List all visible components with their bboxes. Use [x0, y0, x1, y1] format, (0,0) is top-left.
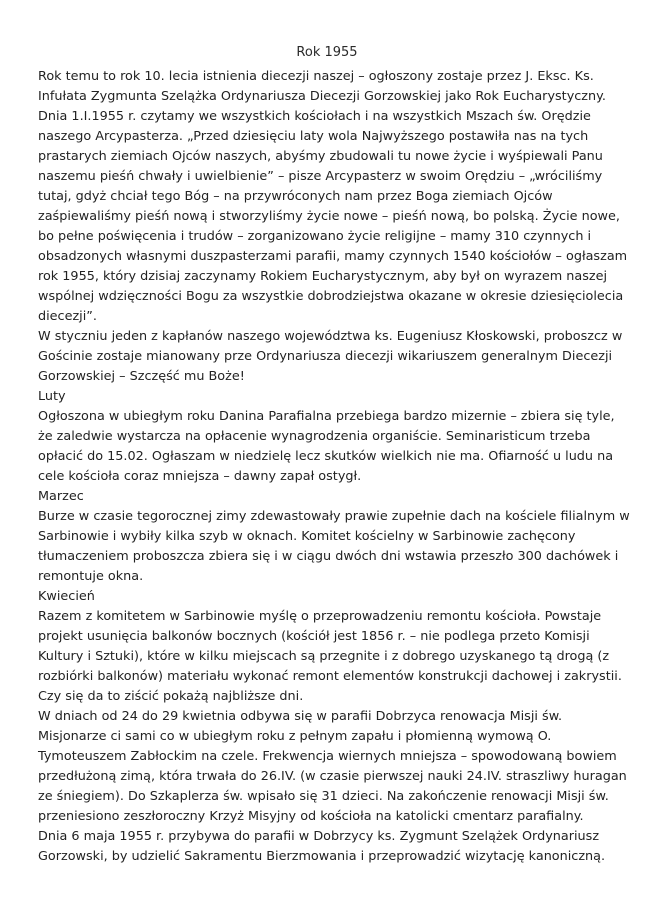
text-line: prastarych ziemiach Ojców naszych, abyśmy zbudowali tu nowe życie i wyśpiewali Panu: [38, 149, 603, 164]
text-line: opłacić do 15.02. Ogłaszam w niedzielę lecz skutków wielkich nie ma. Ofiarność u ludu na: [38, 449, 614, 464]
section-heading-luty: Luty: [38, 389, 66, 404]
text-line: Ogłoszona w ubiegłym roku Danina Parafialna przebiega bardzo mizernie – zbiera się tyle,: [38, 409, 615, 424]
text-line: tutaj, gdyż chciał tego Bóg – na przywróconych nam przez Boga ziemiach Ojców: [38, 189, 553, 204]
text-line: Rok temu to rok 10. lecia istnienia diecezji naszej – ogłoszony zostaje przez J. Eksc. Ks.: [38, 69, 594, 84]
text-line: Dnia 6 maja 1955 r. przybywa do parafii w Dobrzycy ks. Zygmunt Szelążek Ordynariusz: [38, 829, 600, 844]
text-line: projekt usunięcia balkonów bocznych (kościół jest 1856 r. – nie podlega przeto Komisji: [38, 629, 590, 644]
text-line: przedłużoną zimą, która trwała do 26.IV. (w czasie pierwszej nauki 24.IV. straszliwy huragan: [38, 769, 627, 784]
section-heading-marzec: Marzec: [38, 489, 84, 504]
text-line: rozbiórki balkonów) materiału wykonać remont elementów konstrukcji dachowej i zakrystii.: [38, 669, 622, 684]
text-line: Czy się da to ziścić pokażą najbliższe dni.: [38, 689, 304, 704]
text-line: bo pełne poświęcenia i trudów – zorganizowano życie religijne – mamy 310 czynnych i: [38, 229, 592, 244]
text-line: cele kościoła coraz mniejsza – dawny zapał ostygł.: [38, 469, 362, 484]
text-line: Misjonarze ci sami co w ubiegłym roku z pełnym zapału i płomienną wymową O.: [38, 729, 552, 744]
text-line: W styczniu jeden z kapłanów naszego województwa ks. Eugeniusz Kłoskowski, proboszcz w: [38, 329, 623, 344]
text-line: obsadzonych własnymi duszpasterzami parafii, mamy czynnych 1540 kościołów – ogłaszam: [38, 249, 628, 264]
text-line: diecezji”.: [38, 309, 97, 324]
text-line: że zaledwie wystarcza na opłacenie wynagrodzenia organiście. Seminaristicum trzeba: [38, 429, 591, 444]
text-line: Tymoteuszem Zabłockim na czele. Frekwencja wiernych mniejsza – spowodowaną bowiem: [38, 749, 617, 764]
page-title: Rok 1955: [296, 45, 358, 60]
section-heading-kwiecien: Kwiecień: [38, 589, 95, 604]
text-line: Gorzowskiej – Szczęść mu Boże!: [38, 369, 245, 384]
text-line: Gościnie zostaje mianowany prze Ordynariusza diecezji wikariuszem generalnym Diecezji: [38, 349, 613, 364]
text-line: rok 1955, który dzisiaj zaczynamy Rokiem Eucharystycznym, aby był on wyrazem naszej: [38, 269, 608, 284]
text-line: Infułata Zygmunta Szelążka Ordynariusza Diecezji Gorzowskiej jako Rok Eucharystyczny.: [38, 89, 606, 104]
text-line: Gorzowski, by udzielić Sakramentu Bierzmowania i przeprowadzić wizytację kanoniczną.: [38, 849, 606, 864]
text-line: naszego Arcypasterza. „Przed dziesięciu laty wola Najwyższego postawiła nas na tych: [38, 129, 589, 144]
text-line: wspólnej wdzięczności Bogu za wszystkie dobrodziejstwa okazane w okresie dziesięciolecia: [38, 289, 624, 304]
text-line: Burze w czasie tegorocznej zimy zdewastowały prawie zupełnie dach na kościele filialnym w: [38, 509, 630, 524]
text-line: Sarbinowie i wybiły kilka szyb w oknach. Komitet kościelny w Sarbinowie zachęcony: [38, 529, 576, 544]
text-line: ze śniegiem). Do Szkaplerza św. wpisało się 31 dzieci. Na zakończenie renowacji Misji św.: [38, 789, 609, 804]
text-line: Dnia 1.I.1955 r. czytamy we wszystkich kościołach i na wszystkich Mszach św. Orędzie: [38, 109, 591, 124]
text-line: naszemu pieśń chwały i uwielbienie” – pisze Arcypasterz w swoim Orędziu – „wróciliśmy: [38, 169, 603, 184]
text-line: zaśpiewaliśmy pieśń nową i stworzyliśmy życie nowe – pieśń nową, bo polską. Życie nowe,: [38, 209, 620, 224]
text-line: tłumaczeniem proboszcza zbiera się i w ciągu dwóch dni wstawia przeszło 300 dachówek i: [38, 549, 619, 564]
text-line: remontuje okna.: [38, 569, 144, 584]
text-line: przeniesiono zeszłoroczny Krzyż Misyjny od kościoła na katolicki cmentarz parafialny.: [38, 809, 584, 824]
text-line: W dniach od 24 do 29 kwietnia odbywa się w parafii Dobrzyca renowacja Misji św.: [38, 709, 563, 724]
document-body: [38, 67, 638, 867]
text-line: Kultury i Sztuki), które w kilku miejscach są przegnite i z dobrego uzyskanego tą drogą (z: [38, 649, 610, 664]
text-line: Razem z komitetem w Sarbinowie myślę o przeprowadzeniu remontu kościoła. Powstaje: [38, 609, 602, 624]
